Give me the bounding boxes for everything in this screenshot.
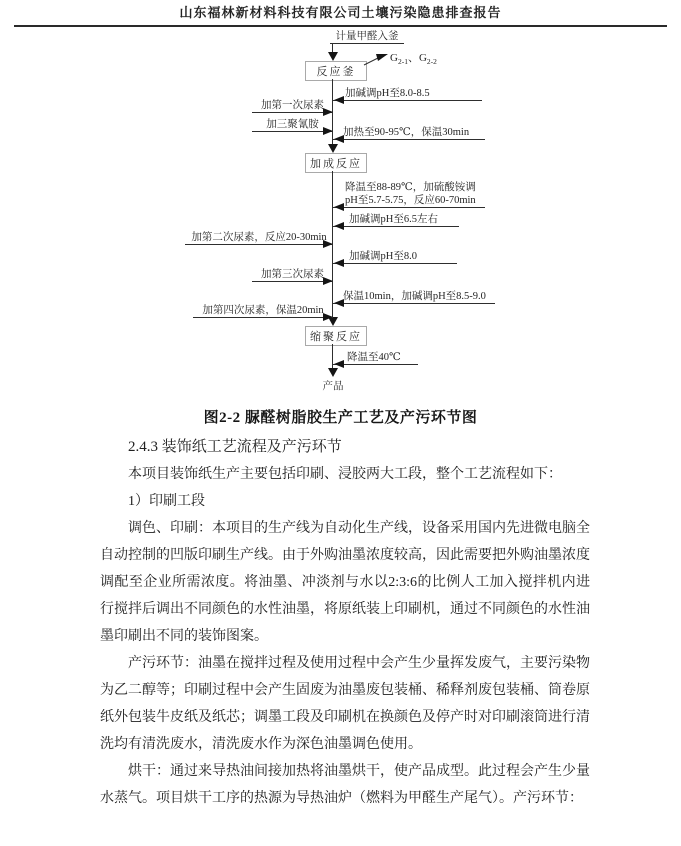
flow-label-alkali-ph-8-0-8-5: 加碱调pH至8.0-8.5	[333, 87, 482, 101]
down-arrow-icon	[328, 52, 338, 61]
offgas-g1: G	[390, 52, 398, 64]
offgas-g2-sub: 2-2	[426, 57, 437, 67]
paragraph-pollution-links: 产污环节：油墨在搅拌过程及使用过程中会产生少量挥发废气，主要污染物为乙二醇等；印刷过程中会产生固废为油墨废包装桶、稀释剂废包装桶、筒卷原纸外包装牛皮纸及纸芯；调墨工段及印刷机在换颜色及停产时对印刷滚筒进行清洗均有清洗废水，清洗废水作为深色油墨调色使用。	[100, 656, 590, 752]
right-arrow-icon	[323, 108, 333, 116]
flow-label-cool-88-89-line2: pH至5.7-5.75，反应60-70min	[333, 194, 485, 208]
flow-label-second-urea: 加第二次尿素，反应20-30min	[185, 231, 333, 245]
section-body	[100, 434, 590, 812]
offgas-g2: G	[418, 52, 427, 64]
flow-label-alkali-ph-8-0: 加碱调pH至8.0	[333, 250, 457, 264]
paragraph-printing-stage: 1）印刷工段	[128, 494, 205, 509]
left-arrow-icon	[334, 259, 344, 267]
left-arrow-icon	[334, 222, 344, 230]
flow-label-formaldehyde-feed: 计量甲醛入釜	[330, 30, 404, 44]
right-arrow-icon	[323, 277, 333, 285]
left-arrow-icon	[334, 135, 344, 143]
flow-label-cool-88-89-line1: 降温至88-89℃，加硫酸铵调	[345, 182, 476, 193]
figure-caption: 图2-2 脲醛树脂胶生产工艺及产污环节图	[203, 410, 478, 426]
flow-label-alkali-ph-6-5: 加碱调pH至6.5左右	[333, 213, 459, 227]
flow-label-first-urea: 加第一次尿素	[252, 99, 333, 113]
right-arrow-icon	[323, 240, 333, 248]
offgas-arrow-icon	[358, 48, 394, 70]
left-arrow-icon	[334, 299, 344, 307]
right-arrow-icon	[323, 313, 333, 321]
flow-label-fourth-urea: 加第四次尿素，保温20min	[193, 304, 333, 318]
left-arrow-icon	[334, 360, 344, 368]
process-flowchart	[0, 0, 681, 400]
left-arrow-icon	[334, 203, 344, 211]
paragraph-color-printing: 调色、印刷：本项目的生产线为自动化生产线，设备采用国内先进微电脑全自动控制的凹版印刷生产线。由于外购油墨浓度较高，因此需要把外购油墨浓度调配至企业所需浓度。将油墨、冲淡剂与水以2:3:6的比例人工加入搅拌机内进行搅拌后调出不同颜色的水性油墨，将原纸装上印刷机，通过不同颜色的水性油墨印刷出不同的装饰图案。	[100, 521, 590, 644]
paragraph-drying: 烘干：通过来导热油间接加热将油墨烘干，使产品成型。此过程会产生少量水蒸气。项目烘干工序的热源为导热油炉（燃料为甲醛生产尾气）。产污环节：	[100, 764, 590, 806]
flow-box-addition-reaction: 加成反应	[305, 153, 367, 173]
down-arrow-icon	[328, 368, 338, 377]
flow-label-third-urea: 加第三次尿素	[252, 268, 333, 282]
paragraph-intro: 本项目装饰纸生产主要包括印刷、浸胶两大工段，整个工艺流程如下：	[128, 467, 562, 482]
flow-label-product: 产品	[322, 381, 344, 392]
down-arrow-icon	[328, 144, 338, 153]
section-heading: 2.4.3 装饰纸工艺流程及产污环节	[128, 439, 342, 455]
page-header-title: 山东福林新材料科技有限公司土壤污染隐患排查报告	[14, 2, 667, 27]
right-arrow-icon	[323, 127, 333, 135]
flow-box-reactor: 反应釜	[305, 61, 367, 81]
flow-label-cool-to-40: 降温至40℃	[333, 351, 418, 365]
flow-label-heat-90-95: 加热至90-95℃，保温30min	[333, 126, 485, 140]
flow-box-polycondensation: 缩聚反应	[305, 326, 367, 346]
flow-label-hold10-ph-8-5-9-0: 保温10min，加碱调pH至8.5-9.0	[333, 290, 495, 304]
left-arrow-icon	[334, 96, 344, 104]
offgas-separator: 、	[407, 52, 419, 64]
offgas-g1-sub: 2-1	[397, 57, 408, 67]
flow-label-melamine: 加三聚氰胺	[252, 118, 333, 132]
flow-label-offgas	[390, 49, 437, 66]
